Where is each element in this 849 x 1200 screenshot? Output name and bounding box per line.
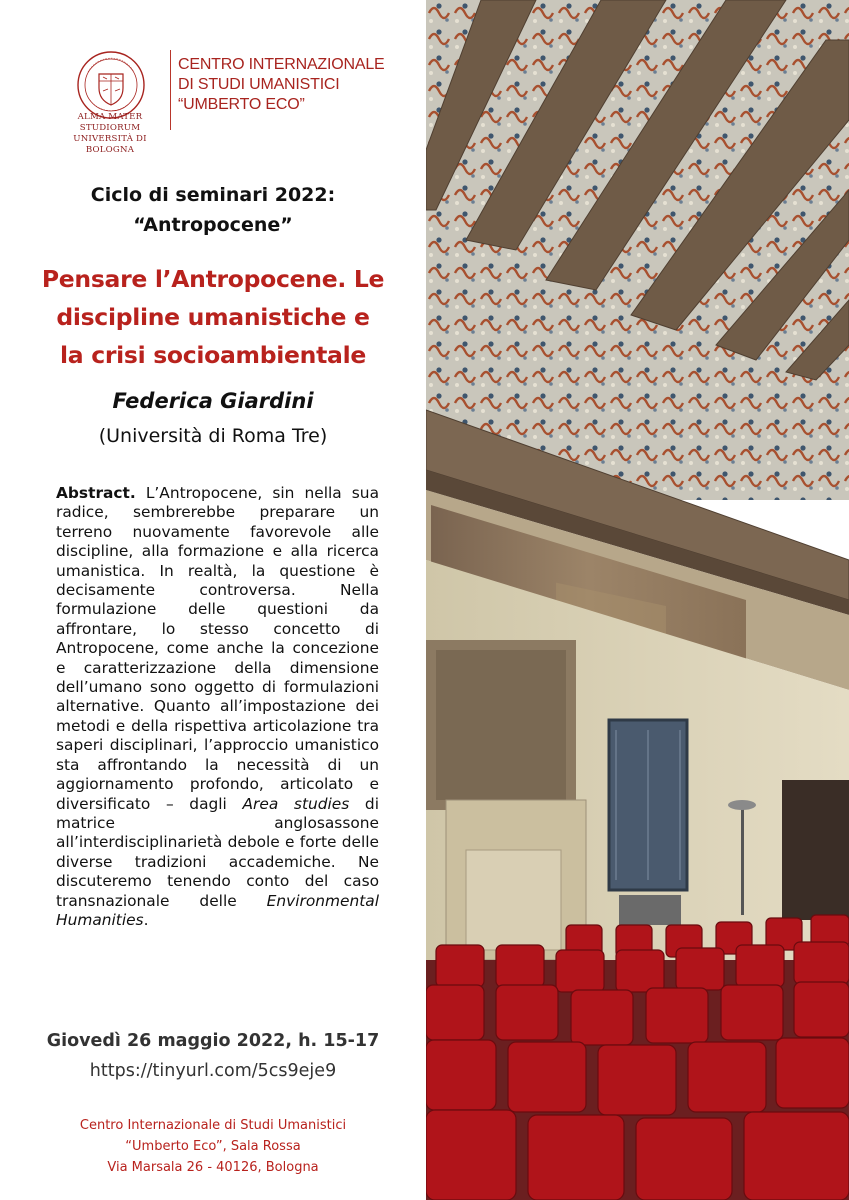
event-link[interactable]: https://tinyurl.com/5cs9eje9 — [89, 1061, 337, 1081]
address-line2: “Umberto Eco”, Sala Rossa — [125, 1139, 301, 1154]
logo-divider — [170, 50, 171, 130]
organization-name — [178, 55, 418, 115]
hall-photo-image — [426, 0, 849, 1200]
org-line1: CENTRO INTERNAZIONALE — [178, 56, 385, 73]
abstract-italic-env-humanities: Environmental Humanities — [56, 891, 379, 929]
hall-photo — [426, 0, 849, 1200]
abstract-italic-area-studies: Area studies — [242, 794, 350, 813]
series-title-line2: “Antropocene” — [133, 214, 293, 236]
speaker-affiliation: (Università di Roma Tre) — [98, 425, 328, 447]
abstract-text — [56, 484, 379, 930]
title-line3: la crisi socioambientale — [60, 341, 366, 369]
university-name — [48, 112, 172, 156]
seminar-title — [0, 260, 426, 374]
venue-address — [0, 1115, 426, 1178]
title-line1: Pensare l’Antropocene. Le — [41, 265, 385, 293]
org-line3: “UMBERTO ECO” — [178, 96, 305, 113]
university-seal-logo — [76, 50, 146, 120]
logo-caption-line1: ALMA MATER STUDIORUM — [77, 112, 143, 133]
title-line2: discipline umanistiche e — [56, 303, 370, 331]
speaker-name: Federica Giardini — [112, 389, 314, 413]
org-line2: DI STUDI UMANISTICI — [178, 76, 340, 93]
abstract-label: Abstract. — [56, 484, 136, 502]
abstract-part3: . — [143, 910, 149, 929]
series-title-line1: Ciclo di seminari 2022: — [90, 184, 336, 206]
logo-caption-line2: UNIVERSITÀ DI BOLOGNA — [73, 134, 147, 155]
event-date: Giovedì 26 maggio 2022, h. 15-17 — [46, 1031, 380, 1051]
abstract-part1: L’Antropocene, sin nella sua radice, sembrerebbe preparare un terreno nuovamente favorevole alle discipline, alla formazione e alla ricerca umanistica. In realtà, la questione è decisamente controversa. Nella formulazione delle questioni da affrontare, lo stesso concetto di Antropocene, come anche la concezione e caratterizzazione della dimensione dell’umano sono oggetto di formulazioni alternative. Quanto all’impostazione dei metodi e della rispettiva articolazione tra saperi disciplinari, l’approccio umanistico sta affrontando la necessità di un aggiornamento profondo, articolato e diversificato – dagli — [56, 484, 379, 813]
address-line1: Centro Internazionale di Studi Umanistici — [79, 1118, 347, 1133]
abstract-part2: di matrice anglosassone all’interdisciplinarietà debole e forte delle diverse tradizioni accademiche. Ne discuteremo tenendo conto del caso transnazionale delle — [56, 794, 379, 910]
address-line3: Via Marsala 26 - 40126, Bologna — [107, 1160, 319, 1175]
